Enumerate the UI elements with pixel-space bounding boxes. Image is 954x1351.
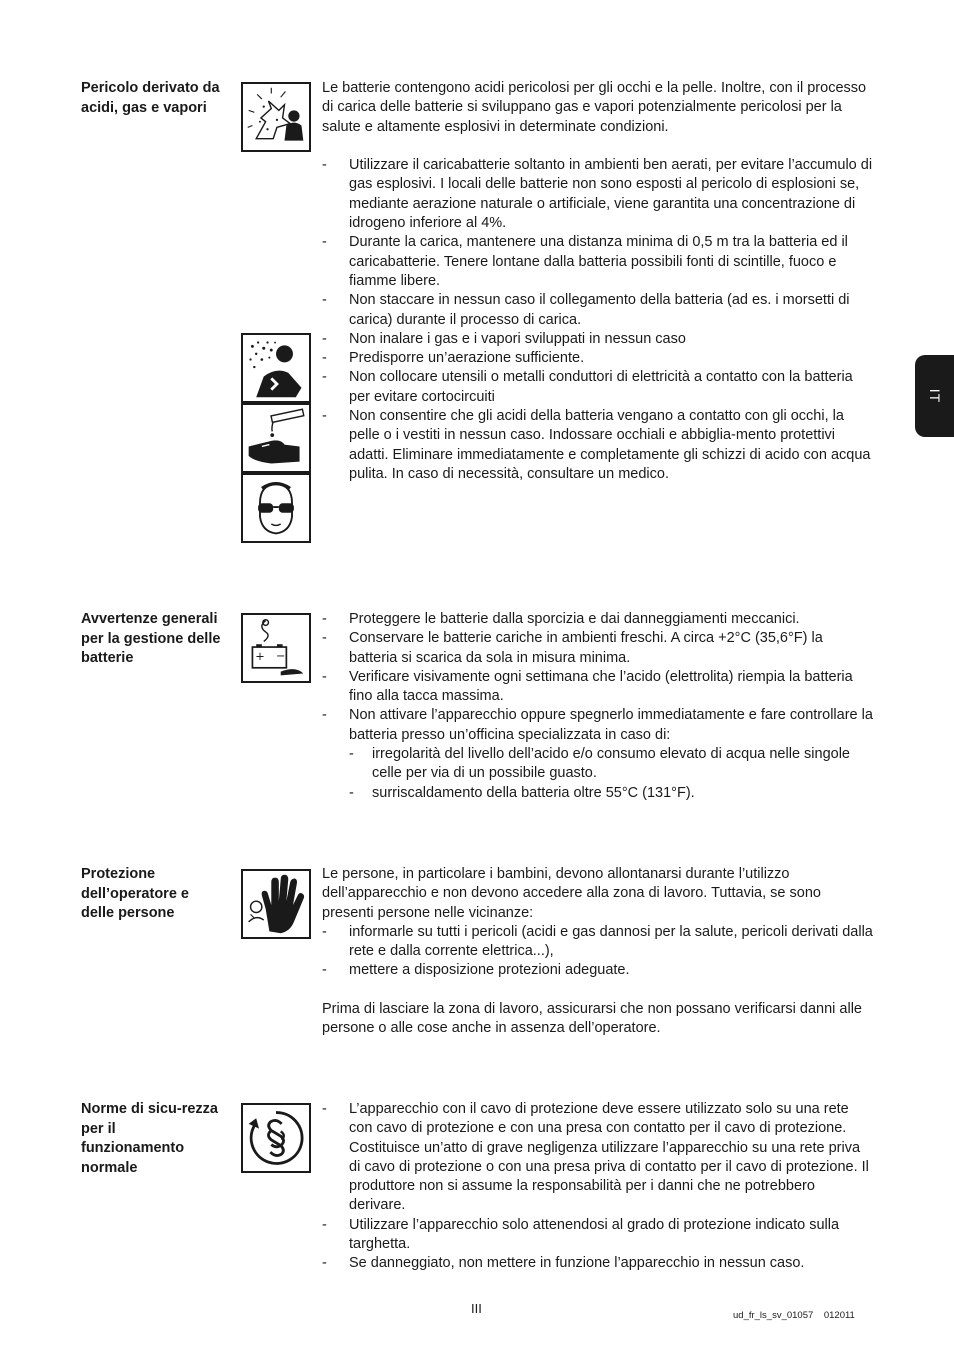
list-item: - Conservare le batterie cariche in ambienti freschi. A circa +2°C (35,6°F) la batteria si scarica da sola in misura minima. [322, 629, 874, 668]
language-tab [915, 355, 954, 437]
list-item: - Predisporre un’aerazione sufficiente. [322, 349, 874, 368]
warning-list [322, 923, 874, 981]
svg-text:+: + [255, 650, 265, 664]
section-body-acid-gas [322, 79, 874, 484]
keep-away-hand-icon [241, 869, 311, 939]
section-intro: Le batterie contengono acidi pericolosi per gli occhi e la pelle. Inoltre, con il processo di carica delle batterie si sviluppano gas e vapori potenzialmente pericolosi per la salute e altamente esplosivi in determinate condizioni. [322, 80, 867, 135]
sub-list-item: - irregolarità del livello dell’acido e/o consumo elevato di acqua nelle singole celle per via di un possibile guasto. [349, 745, 874, 784]
list-item: - Non inalare i gas e i vapori sviluppati in nessun caso [322, 330, 874, 349]
section-outro: Prima di lasciare la zona di lavoro, assicurarsi che non possano verificarsi danni alle persone o alle cose anche in assenza dell’operatore. [322, 1001, 862, 1037]
list-item: - informarle su tutti i pericoli (acidi e gas dannosi per la salute, pericoli derivati dalla rete e dalla corrente elettrica...), [322, 923, 874, 962]
section-body-personal-protection [322, 865, 874, 1039]
safety-goggles-icon [241, 473, 311, 543]
explosion-hazard-icon [241, 82, 311, 152]
list-item: - Non consentire che gli acidi della batteria vengano a contatto con gli occhi, la pelle o i vestiti in nessun caso. Indossare occhiali e abbiglia-mento protettivi adatti. Eliminare immediatamente e completamente gli schizzi di acido con acqua pulita. In caso di necessità, consultare un medico. [322, 407, 874, 484]
section-heading-safety-standards: Norme di sicu-rezza per il funzionamento normale [81, 1101, 218, 1176]
section-body-battery-handling [322, 610, 874, 803]
list-item-text: Non attivare l’apparecchio oppure spegnerlo immediatamente e fare controllare la batteria presso un’officina specializzata in caso di: [349, 707, 873, 743]
section-heading-battery-handling: Avvertenze generali per la gestione delle batterie [81, 611, 221, 666]
section-heading-personal-protection: Protezione dell’operatore e delle persone [81, 866, 189, 921]
list-item: - L’apparecchio con il cavo di protezione deve essere utilizzato solo su una rete con cavo di protezione e con una presa con contatto per il cavo di protezione. Costituisce un’atto di grave negligenza utilizzare l’apparecchio su una rete priva di cavo di protezione o con una presa priva di contatto per il cavo di protezione. Il produttore non si assume la responsabilità per i danni che ne potrebbero derivare. [322, 1100, 874, 1216]
section-body-safety-standards [322, 1100, 874, 1274]
list-item [322, 706, 874, 802]
warning-list [322, 1100, 874, 1274]
page-number: III [471, 1301, 482, 1316]
list-item: - Se danneggiato, non mettere in funzione l’apparecchio in nessun caso. [322, 1254, 874, 1273]
toxic-gas-inhalation-icon [241, 333, 311, 403]
section-intro: Le persone, in particolare i bambini, devono allontanarsi durante l’utilizzo dell’apparecchio e non devono accedere alla zona di lavoro. Tuttavia, se sono presenti persone nelle vicinanze: [322, 866, 821, 921]
warning-list [322, 156, 874, 484]
list-item: - mettere a disposizione protezioni adeguate. [322, 961, 874, 980]
language-tab-label: IT [926, 388, 943, 404]
list-item: - Verificare visivamente ogni settimana che l’acido (elettrolita) riempia la batteria fino alla tacca massima. [322, 668, 874, 707]
list-item: - Utilizzare il caricabatterie soltanto in ambienti ben aerati, per evitare l’accumulo di gas esplosivi. I locali delle batterie non sono esposti al pericolo di esplosioni se, mediante aerazione naturale o artificiale, viene garantita una concentrazione di idrogeno inferiore al 4%. [322, 156, 874, 233]
list-item: - Durante la carica, mantenere una distanza minima di 0,5 m tra la batteria ed il caricabatterie. Tenere lontane dalla batteria possibili fonti di scintille, fuoco e fiamme libere. [322, 233, 874, 291]
regulations-paragraph-icon [241, 1103, 311, 1173]
list-item: - Non collocare utensili o metalli conduttori di elettricità a contatto con la batteria per evitare cortocircuiti [322, 368, 874, 407]
section-heading-acid-gas: Pericolo derivato da acidi, gas e vapori [81, 80, 220, 116]
list-item: - Utilizzare l’apparecchio solo attenendosi al grado di protezione indicato sulla targhetta. [322, 1216, 874, 1255]
sub-list-item: - surriscaldamento della batteria oltre 55°C (131°F). [349, 784, 874, 803]
list-item: - Non staccare in nessun caso il collegamento della batteria (ad es. i morsetti di carica) durante il processo di carica. [322, 291, 874, 330]
sub-list [349, 745, 874, 803]
battery-disposal-icon [241, 613, 311, 683]
svg-text:−: − [276, 649, 286, 663]
document-code: ud_fr_ls_sv_01057 012011 [733, 1310, 855, 1321]
acid-on-hand-icon [241, 403, 311, 473]
list-item: - Proteggere le batterie dalla sporcizia e dai danneggiamenti meccanici. [322, 610, 874, 629]
warning-list [322, 610, 874, 803]
